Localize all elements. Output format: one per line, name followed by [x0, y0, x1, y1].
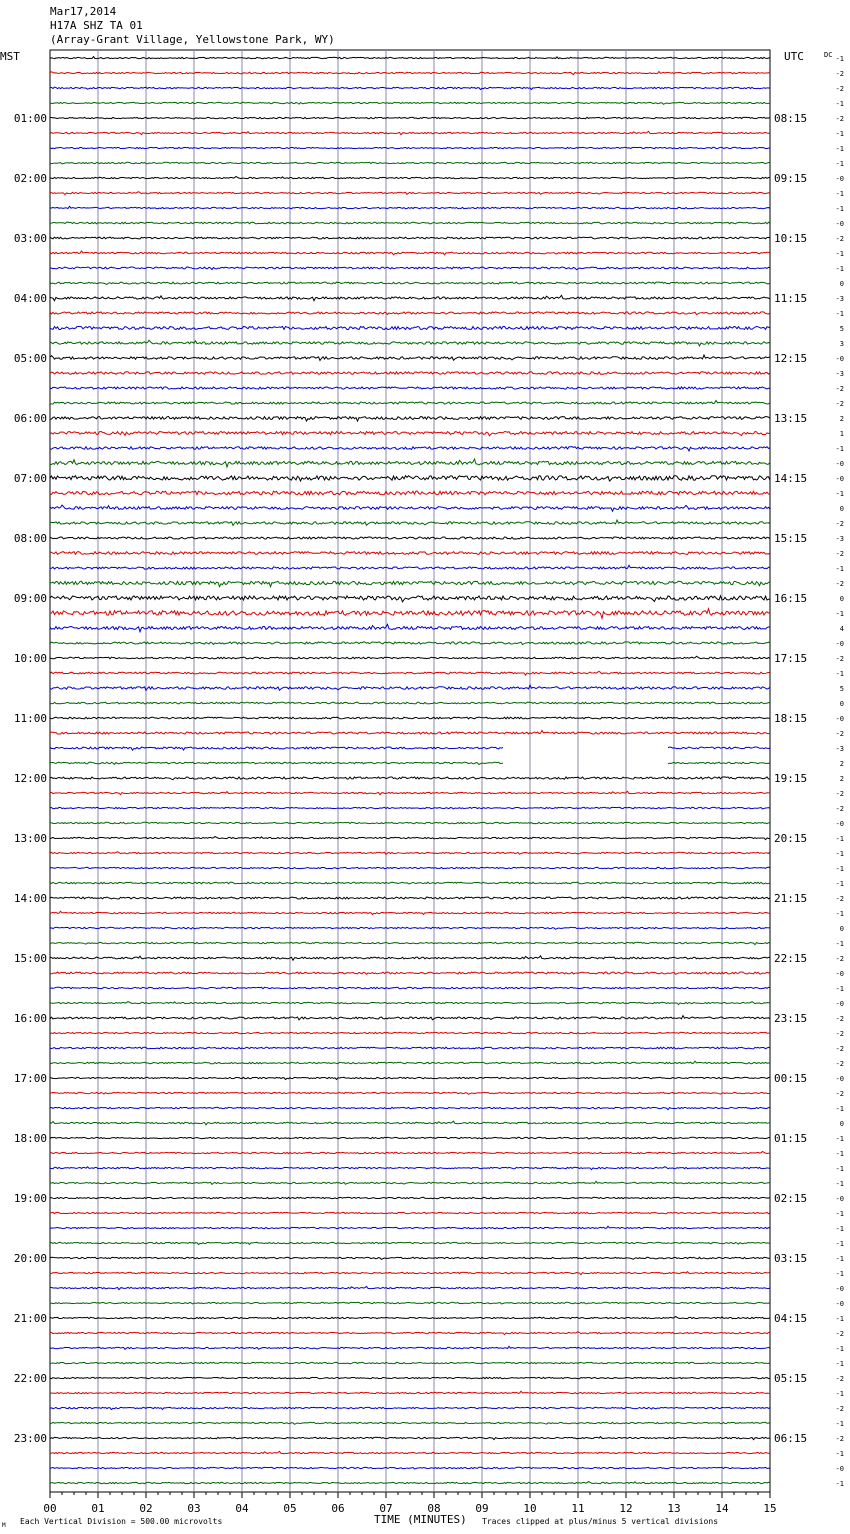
dc-offset-label: -1: [835, 145, 844, 153]
dc-offset-label: -1: [835, 100, 844, 108]
dc-offset-label: -1: [835, 670, 844, 678]
trace-line: [50, 1437, 770, 1440]
trace-line: [50, 762, 770, 764]
dc-offset-label: -2: [835, 385, 844, 393]
trace-line: [50, 730, 770, 734]
dc-offset-label: -2: [835, 895, 844, 903]
x-tick-label: 12: [619, 1502, 633, 1515]
x-tick-label: 15: [763, 1502, 777, 1515]
dc-offset-label: 5: [839, 685, 844, 693]
trace-line: [50, 702, 770, 704]
x-tick-label: 00: [43, 1502, 57, 1515]
dc-offset-label: 4: [839, 625, 844, 633]
dc-offset-label: -1: [835, 490, 844, 498]
utc-axis-title: UTC: [784, 50, 804, 63]
utc-hour-label: 19:15: [774, 772, 808, 785]
dc-offset-label: -1: [835, 1360, 844, 1368]
dc-offset-label: -1: [835, 55, 844, 63]
dc-offset-label: -0: [835, 1285, 844, 1293]
dc-offset-label: -3: [835, 370, 844, 378]
dc-offset-label: -0: [835, 970, 844, 978]
trace-line: [50, 87, 770, 89]
dc-offset-label: -1: [835, 1240, 844, 1248]
mst-hour-label: 13:00: [13, 832, 47, 845]
trace-line: [50, 897, 770, 899]
trace-line: [50, 1212, 770, 1213]
dc-offset-label: -2: [835, 235, 844, 243]
utc-hour-label: 06:15: [774, 1432, 808, 1445]
dc-offset-label: -2: [835, 805, 844, 813]
trace-line: [50, 267, 770, 270]
utc-hour-label: 22:15: [774, 952, 808, 965]
dc-offset-label: -1: [835, 850, 844, 858]
trace-line: [50, 206, 770, 208]
header-date: Mar17,2014: [50, 5, 117, 18]
utc-hour-label: 00:15: [774, 1072, 808, 1085]
trace-line: [50, 1422, 770, 1424]
dc-offset-label: -1: [835, 130, 844, 138]
trace-line: [50, 837, 770, 840]
mst-hour-label: 12:00: [13, 772, 47, 785]
trace-line: [50, 537, 770, 539]
trace-line: [50, 117, 770, 119]
utc-hour-label: 20:15: [774, 832, 808, 845]
mst-hour-label: 15:00: [13, 952, 47, 965]
mst-hour-label: 06:00: [13, 412, 47, 425]
trace-line: [50, 717, 770, 719]
trace-line: [50, 1032, 770, 1033]
trace-line: [50, 1346, 770, 1349]
x-axis-title: TIME (MINUTES): [374, 1513, 467, 1526]
dc-offset-label: -1: [835, 250, 844, 258]
dc-offset-label: -1: [835, 835, 844, 843]
trace-line: [50, 867, 770, 868]
trace-line: [50, 911, 770, 914]
trace-line: [50, 387, 770, 389]
dc-offset-label: 0: [839, 925, 844, 933]
dc-offset-label: -1: [835, 1105, 844, 1113]
mst-hour-label: 19:00: [13, 1192, 47, 1205]
utc-hour-label: 23:15: [774, 1012, 808, 1025]
trace-line: [50, 1121, 770, 1125]
dc-offset-label: -3: [835, 535, 844, 543]
mst-hour-label: 20:00: [13, 1252, 47, 1265]
trace-line: [50, 1002, 770, 1005]
trace-line: [50, 807, 770, 809]
utc-hour-label: 03:15: [774, 1252, 808, 1265]
trace-line: [50, 747, 770, 750]
dc-offset-label: -0: [835, 1000, 844, 1008]
trace-line: [50, 131, 770, 134]
trace-line: [50, 326, 770, 329]
dc-offset-label: -2: [835, 790, 844, 798]
dc-offset-label: -1: [835, 565, 844, 573]
trace-line: [50, 282, 770, 284]
dc-offset-label: -1: [835, 1345, 844, 1353]
trace-line: [50, 372, 770, 375]
trace-line: [50, 1152, 770, 1154]
utc-hour-label: 08:15: [774, 112, 808, 125]
trace-line: [50, 1181, 770, 1184]
dc-offset-label: -1: [835, 1315, 844, 1323]
mst-hour-label: 16:00: [13, 1012, 47, 1025]
trace-line: [50, 416, 770, 421]
trace-line: [50, 1302, 770, 1304]
trace-line: [50, 956, 770, 960]
dc-offset-label: -0: [835, 220, 844, 228]
trace-line: [50, 685, 770, 690]
trace-line: [50, 1197, 770, 1198]
dc-offset-label: -0: [835, 715, 844, 723]
trace-line: [50, 1242, 770, 1244]
trace-line: [50, 312, 770, 315]
x-tick-label: 13: [667, 1502, 681, 1515]
dc-offset-label: -0: [835, 1300, 844, 1308]
mst-hour-label: 14:00: [13, 892, 47, 905]
dc-offset-label: -2: [835, 1015, 844, 1023]
trace-line: [50, 671, 770, 675]
header-location: (Array-Grant Village, Yellowstone Park, WY): [50, 33, 335, 46]
dc-offset-label: 0: [839, 280, 844, 288]
dc-offset-label: -0: [835, 1195, 844, 1203]
dc-offset-label: -1: [835, 445, 844, 453]
dc-offset-label: -3: [835, 745, 844, 753]
clip-note: Traces clipped at plus/minus 5 vertical divisions: [482, 1517, 719, 1526]
dc-offset-label: -1: [835, 865, 844, 873]
dc-offset-label: 0: [839, 595, 844, 603]
dc-offset-label: 2: [839, 415, 844, 423]
trace-line: [50, 1137, 770, 1139]
trace-line: [50, 1467, 770, 1469]
utc-hour-label: 10:15: [774, 232, 808, 245]
trace-line: [50, 1107, 770, 1109]
trace-line: [50, 1047, 770, 1049]
dc-offset-label: -1: [835, 190, 844, 198]
dc-offset-label: -1: [835, 985, 844, 993]
x-tick-label: 07: [379, 1502, 393, 1515]
utc-hour-label: 15:15: [774, 532, 808, 545]
mst-hour-label: 17:00: [13, 1072, 47, 1085]
dc-offset-label: -2: [835, 520, 844, 528]
trace-line: [50, 1377, 770, 1378]
trace-line: [50, 1391, 770, 1393]
dc-offset-label: 5: [839, 325, 844, 333]
trace-line: [50, 447, 770, 451]
x-tick-label: 09: [475, 1502, 489, 1515]
utc-hour-label: 18:15: [774, 712, 808, 725]
dc-offset-label: -1: [835, 1165, 844, 1173]
scale-note: Each Vertical Division = 500.00 microvolts: [20, 1517, 223, 1526]
utc-hour-label: 16:15: [774, 592, 808, 605]
utc-hour-label: 11:15: [774, 292, 808, 305]
trace-line: [50, 459, 770, 467]
trace-line: [50, 340, 770, 346]
dc-offset-label: -1: [835, 880, 844, 888]
dc-offset-label: -1: [835, 1390, 844, 1398]
x-tick-label: 04: [235, 1502, 249, 1515]
trace-line: [50, 1016, 770, 1020]
header-station: H17A SHZ TA 01: [50, 19, 143, 32]
dc-offset-label: 2: [839, 775, 844, 783]
trace-line: [50, 102, 770, 104]
trace-line: [50, 520, 770, 525]
dc-offset-label: -1: [835, 1180, 844, 1188]
trace-line: [50, 1362, 770, 1363]
dc-offset-label: 0: [839, 1120, 844, 1128]
trace-line: [50, 491, 770, 495]
trace-line: [50, 162, 770, 164]
trace-line: [50, 476, 770, 481]
dc-offset-label: -2: [835, 730, 844, 738]
trace-line: [50, 355, 770, 360]
dc-offset-label: -0: [835, 1075, 844, 1083]
trace-line: [50, 552, 770, 555]
dc-offset-label: -0: [835, 175, 844, 183]
dc-offset-label: -2: [835, 1405, 844, 1413]
dc-offset-label: -1: [835, 1480, 844, 1488]
dc-offset-label: -1: [835, 910, 844, 918]
dc-offset-label: -1: [835, 1225, 844, 1233]
trace-line: [50, 942, 770, 944]
x-tick-label: 02: [139, 1502, 153, 1515]
mst-hour-label: 03:00: [13, 232, 47, 245]
trace-line: [50, 642, 770, 645]
dc-offset-label: -1: [835, 265, 844, 273]
dc-offset-label: 3: [839, 340, 844, 348]
trace-line: [50, 1286, 770, 1289]
dc-offset-label: -1: [835, 1255, 844, 1263]
mst-hour-label: 23:00: [13, 1432, 47, 1445]
trace-line: [50, 1272, 770, 1275]
mst-hour-label: 02:00: [13, 172, 47, 185]
x-tick-label: 11: [571, 1502, 585, 1515]
dc-offset-label: -3: [835, 295, 844, 303]
mst-hour-label: 22:00: [13, 1372, 47, 1385]
mst-hour-label: 07:00: [13, 472, 47, 485]
dc-offset-label: -2: [835, 1375, 844, 1383]
trace-line: [50, 431, 770, 435]
trace-line: [50, 237, 770, 239]
dc-offset-label: -1: [835, 310, 844, 318]
dc-offset-label: -0: [835, 355, 844, 363]
dc-offset-label: -2: [835, 1045, 844, 1053]
trace-line: [50, 1226, 770, 1228]
mst-hour-label: 05:00: [13, 352, 47, 365]
trace-line: [50, 791, 770, 794]
dc-offset-label: -2: [835, 955, 844, 963]
mst-hour-label: 08:00: [13, 532, 47, 545]
corner-mark: M: [2, 1522, 6, 1529]
mst-hour-label: 10:00: [13, 652, 47, 665]
dc-offset-label: -2: [835, 1030, 844, 1038]
trace-line: [50, 851, 770, 854]
dc-offset-label: -2: [835, 655, 844, 663]
trace-line: [50, 505, 770, 511]
trace-line: [50, 400, 770, 404]
trace-line: [50, 1092, 770, 1094]
trace-line: [50, 609, 770, 619]
dc-offset-label: -0: [835, 640, 844, 648]
trace-line: [50, 581, 770, 587]
trace-line: [50, 147, 770, 149]
mst-hour-label: 09:00: [13, 592, 47, 605]
dc-offset-label: -2: [835, 85, 844, 93]
x-tick-label: 14: [715, 1502, 729, 1515]
mst-axis-title: MST: [0, 50, 20, 63]
trace-line: [50, 1482, 770, 1484]
trace-line: [50, 1167, 770, 1170]
utc-hour-label: 17:15: [774, 652, 808, 665]
trace-line: [50, 1317, 770, 1319]
mst-hour-label: 21:00: [13, 1312, 47, 1325]
trace-line: [50, 222, 770, 224]
dc-offset-label: -2: [835, 550, 844, 558]
dc-offset-label: 2: [839, 760, 844, 768]
dc-offset-label: -2: [835, 400, 844, 408]
dc-offset-label: -1: [835, 1135, 844, 1143]
utc-hour-label: 12:15: [774, 352, 808, 365]
dc-offset-label: -1: [835, 610, 844, 618]
mst-hour-label: 18:00: [13, 1132, 47, 1145]
trace-line: [50, 57, 770, 59]
x-tick-label: 03: [187, 1502, 201, 1515]
dc-offset-label: -1: [835, 1420, 844, 1428]
utc-hour-label: 05:15: [774, 1372, 808, 1385]
trace-line: [50, 972, 770, 974]
trace-line: [50, 1451, 770, 1453]
trace-line: [50, 624, 770, 631]
mst-hour-label: 04:00: [13, 292, 47, 305]
utc-hour-label: 09:15: [774, 172, 808, 185]
trace-line: [50, 1077, 770, 1079]
dc-offset-label: -0: [835, 820, 844, 828]
dc-offset-label: -0: [835, 460, 844, 468]
trace-line: [50, 72, 770, 75]
utc-hour-label: 01:15: [774, 1132, 808, 1145]
dc-offset-label: 0: [839, 505, 844, 513]
dc-offset-label: -2: [835, 115, 844, 123]
x-tick-label: 08: [427, 1502, 441, 1515]
trace-line: [50, 987, 770, 989]
trace-line: [50, 1407, 770, 1409]
x-tick-label: 05: [283, 1502, 297, 1515]
mst-hour-label: 11:00: [13, 712, 47, 725]
dc-offset-label: -1: [835, 1210, 844, 1218]
trace-line: [50, 596, 770, 602]
dc-offset-label: -2: [835, 1090, 844, 1098]
mst-hour-label: 01:00: [13, 112, 47, 125]
dc-offset-label: -1: [835, 1150, 844, 1158]
dc-offset-label: -2: [835, 1435, 844, 1443]
utc-hour-label: 02:15: [774, 1192, 808, 1205]
trace-line: [50, 777, 770, 780]
dc-offset-label: -2: [835, 70, 844, 78]
trace-line: [50, 656, 770, 659]
dc-offset-label: -2: [835, 580, 844, 588]
utc-hour-label: 13:15: [774, 412, 808, 425]
dc-offset-label: -2: [835, 1060, 844, 1068]
trace-line: [50, 1257, 770, 1259]
dc-offset-label: -1: [835, 1450, 844, 1458]
dc-offset-label: 1: [839, 430, 844, 438]
dc-offset-label: 0: [839, 700, 844, 708]
dc-offset-label: -1: [835, 205, 844, 213]
utc-hour-label: 14:15: [774, 472, 808, 485]
trace-line: [50, 177, 770, 179]
utc-hour-label: 21:15: [774, 892, 808, 905]
trace-line: [50, 251, 770, 255]
x-tick-label: 10: [523, 1502, 537, 1515]
trace-line: [50, 927, 770, 929]
dc-label: DC: [824, 51, 833, 59]
trace-line: [50, 822, 770, 823]
dc-offset-label: -2: [835, 1330, 844, 1338]
dc-offset-label: -0: [835, 475, 844, 483]
x-tick-label: 01: [91, 1502, 105, 1515]
utc-hour-label: 04:15: [774, 1312, 808, 1325]
x-tick-label: 06: [331, 1502, 345, 1515]
trace-line: [50, 882, 770, 884]
dc-offset-label: -1: [835, 940, 844, 948]
dc-offset-label: -1: [835, 160, 844, 168]
dc-offset-label: -1: [835, 1270, 844, 1278]
trace-line: [50, 295, 770, 300]
trace-line: [50, 565, 770, 569]
plot-frame: [50, 50, 770, 1492]
trace-line: [50, 192, 770, 195]
trace-line: [50, 1332, 770, 1335]
dc-offset-label: -0: [835, 1465, 844, 1473]
trace-line: [50, 1061, 770, 1064]
